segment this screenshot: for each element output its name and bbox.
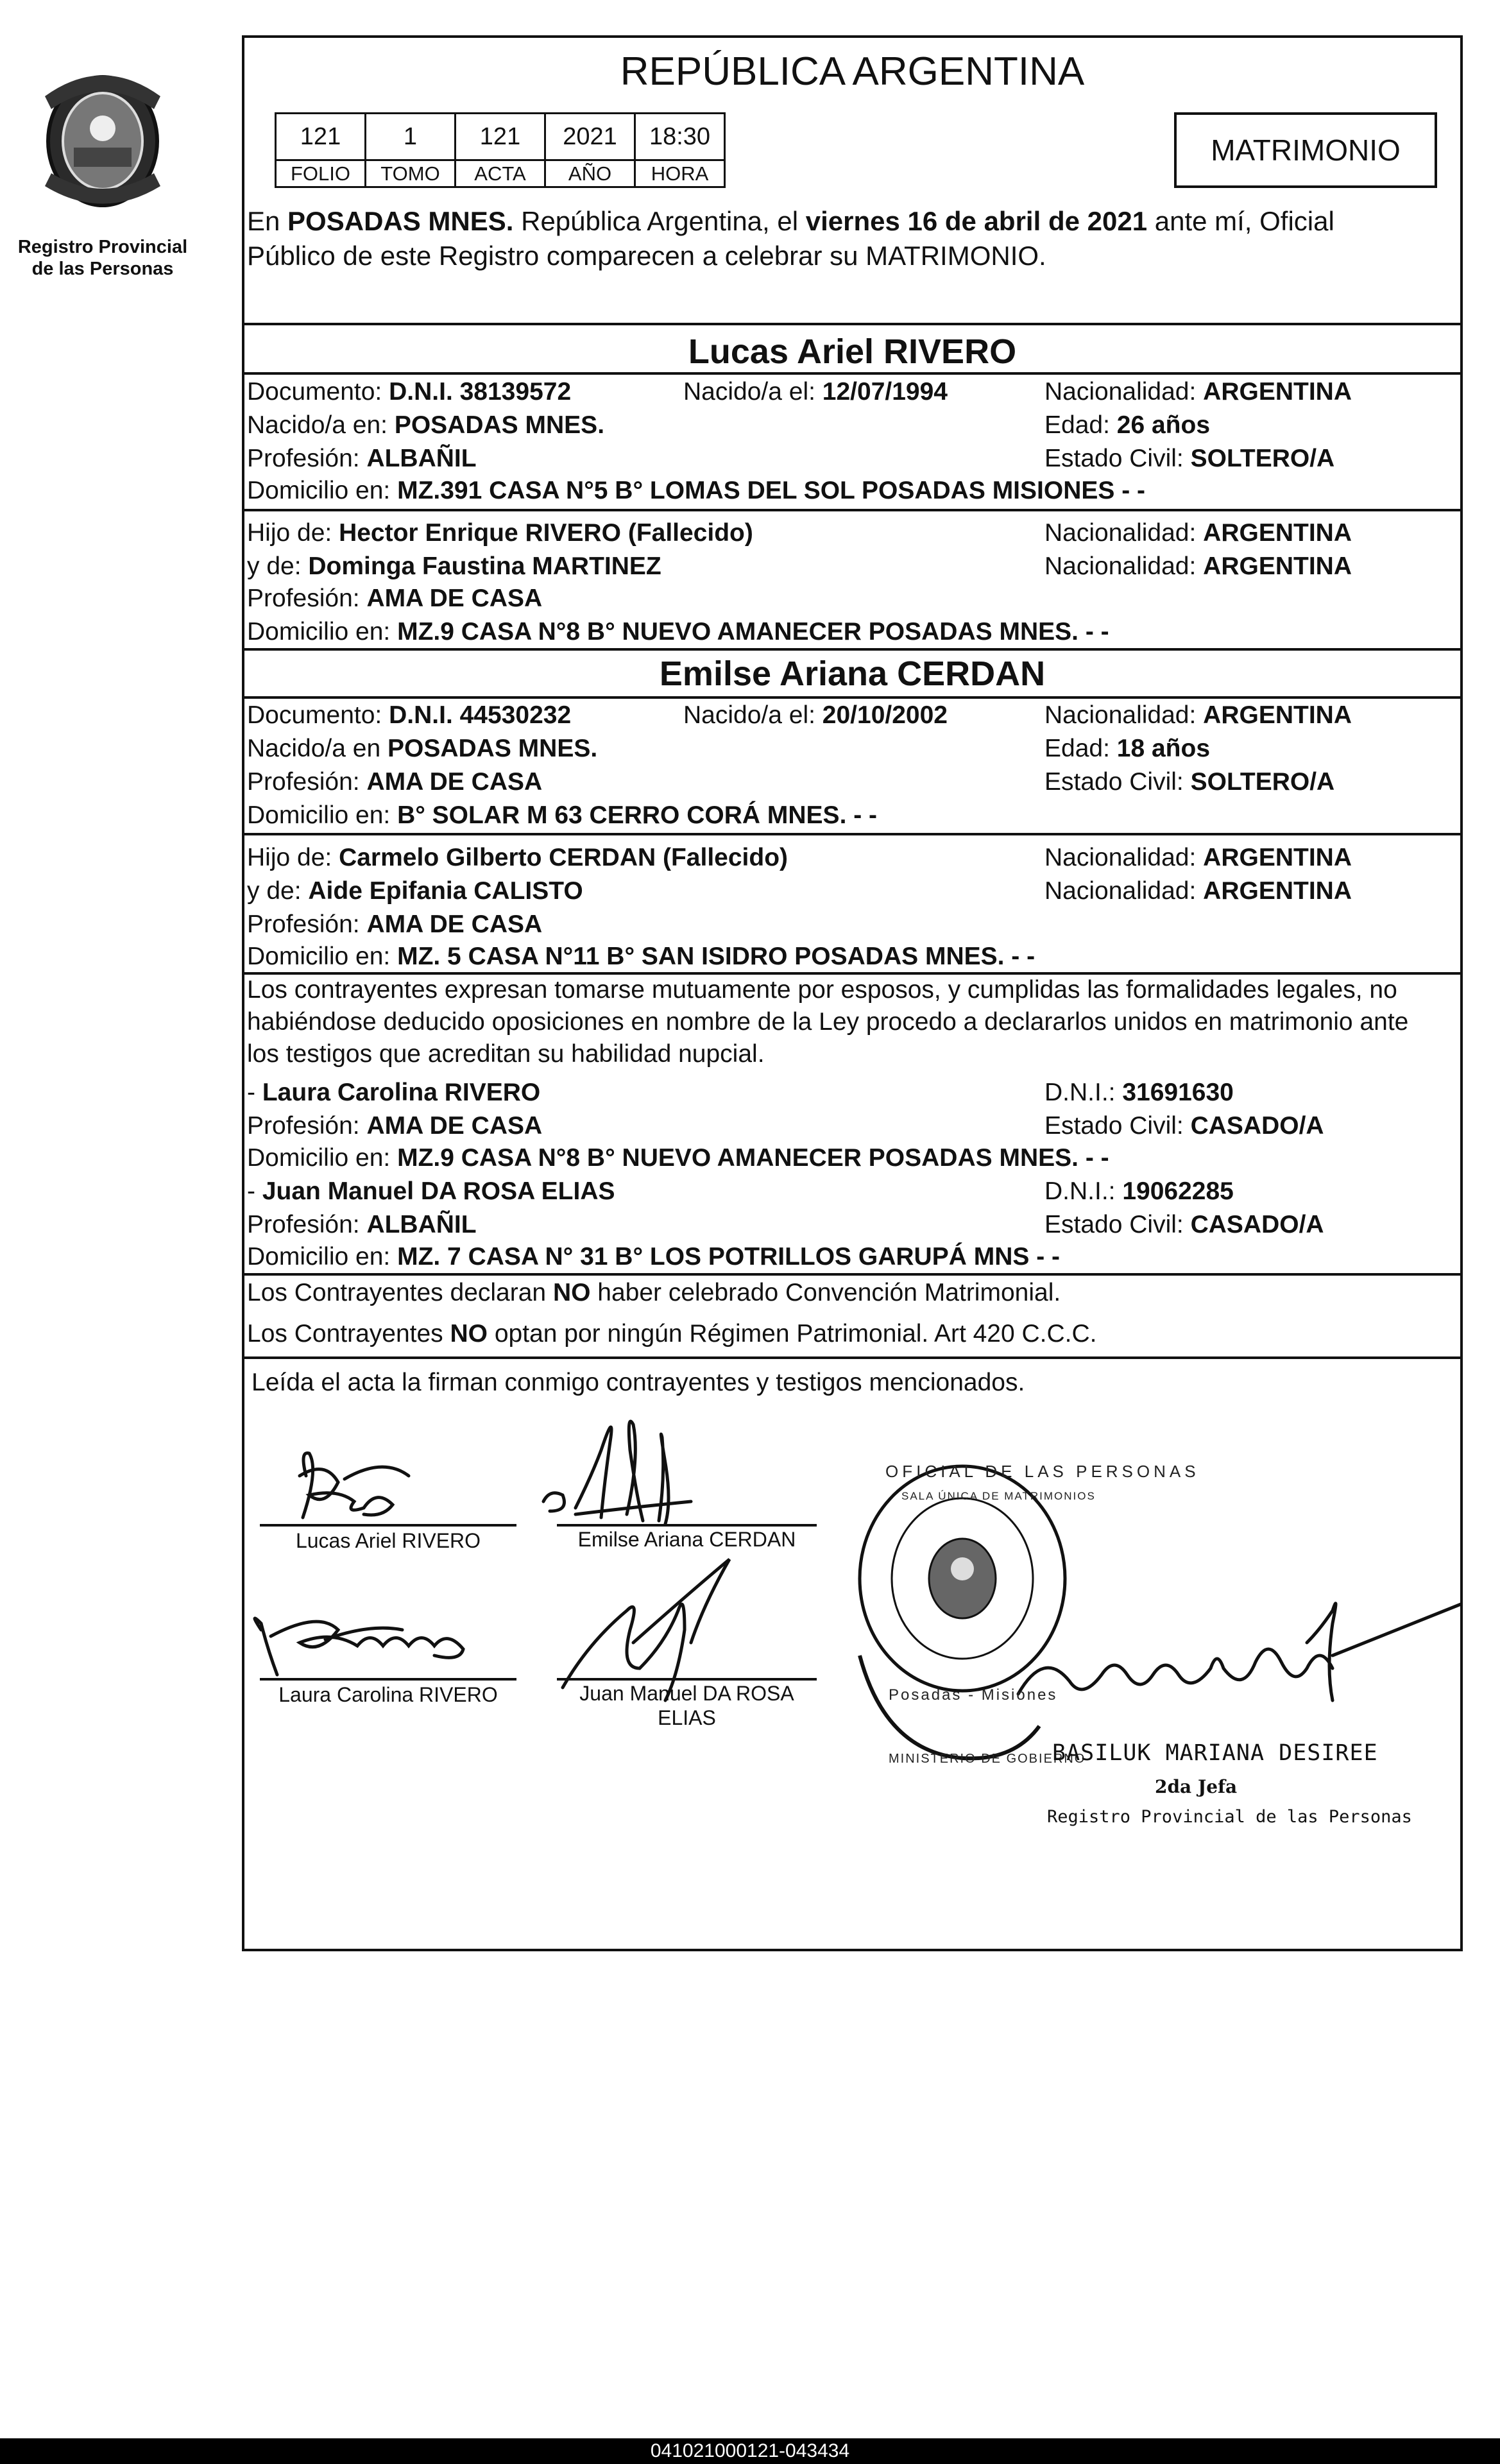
- witness2-civil: Estado Civil: CASADO/A: [1044, 1211, 1324, 1238]
- spouse2-parent-addr: Domicilio en: MZ. 5 CASA N°11 B° SAN ISIDRO POSADAS MNES. - -: [247, 943, 1036, 970]
- spouse2-mother-nat: Nacionalidad: ARGENTINA: [1044, 877, 1352, 905]
- spouse2-mother: y de: Aide Epifania CALISTO: [247, 877, 583, 905]
- acta-label: ACTA: [454, 159, 546, 188]
- witness1-name: - Laura Carolina RIVERO: [247, 1079, 541, 1106]
- officer-role: 2da Jefa: [1155, 1776, 1238, 1797]
- tomo-label: TOMO: [364, 159, 456, 188]
- spouse1-doc: Documento: D.N.I. 38139572: [247, 378, 572, 406]
- divider: [242, 696, 1463, 699]
- signature-3: [255, 1618, 463, 1675]
- spouse1-born: Nacido/a el: 12/07/1994: [683, 378, 948, 406]
- seal-outer-text: OFICIAL DE LAS PERSONAS: [885, 1462, 1200, 1481]
- spouse2-birthplace: Nacido/a en POSADAS MNES.: [247, 735, 598, 762]
- intro-line-2: Público de este Registro comparecen a celebrar su MATRIMONIO.: [247, 241, 1046, 271]
- intro-paragraph: [247, 204, 1334, 273]
- acta-value: 121: [454, 112, 546, 161]
- spouse2-name: Emilse Ariana CERDAN: [659, 654, 1046, 693]
- signature-1: [300, 1453, 409, 1518]
- doc-type-label: MATRIMONIO: [1211, 133, 1401, 167]
- spouse2-nat: Nacionalidad: ARGENTINA: [1044, 701, 1352, 729]
- ano-label: AÑO: [544, 159, 636, 188]
- signer-1-label: Lucas Ariel RIVERO: [295, 1529, 481, 1552]
- signatures-intro: Leída el acta la firman conmigo contrayentes y testigos mencionados.: [251, 1369, 1025, 1396]
- spouse2-addr: Domicilio en: B° SOLAR M 63 CERRO CORÁ MNES. - -: [247, 801, 878, 829]
- witness2-prof: Profesión: ALBAÑIL: [247, 1211, 477, 1238]
- spouse1-father-nat: Nacionalidad: ARGENTINA: [1044, 519, 1352, 547]
- spouse2-civil: Estado Civil: SOLTERO/A: [1044, 768, 1335, 796]
- spouse1-addr: Domicilio en: MZ.391 CASA N°5 B° LOMAS DEL SOL POSADAS MISIONES - -: [247, 477, 1146, 504]
- witness1-dni: D.N.I.: 31691630: [1044, 1079, 1234, 1106]
- seal-ministry-text: MINISTERIO DE GOBIERNO: [889, 1752, 1086, 1766]
- spouse2-prof: Profesión: AMA DE CASA: [247, 768, 543, 796]
- spouse2-age: Edad: 18 años: [1044, 735, 1211, 762]
- regime-line-2: Los Contrayentes NO optan por ningún Régimen Patrimonial. Art 420 C.C.C.: [247, 1320, 1097, 1348]
- divider: [242, 1356, 1463, 1359]
- spouse1-prof: Profesión: ALBAÑIL: [247, 445, 477, 472]
- country-title: REPÚBLICA ARGENTINA: [620, 49, 1085, 94]
- spouse1-parent-prof: Profesión: AMA DE CASA: [247, 585, 543, 612]
- declaration-text: Los contrayentes expresan tomarse mutuamente por esposos, y cumplidas las formalidades legales, no habiéndose deducido oposiciones en nombre de la Ley procedo a declararlos unidos en matrimonio ante los testigos que acreditan su habilidad nupcial.: [247, 976, 1409, 1068]
- signature-line-4: [557, 1678, 817, 1681]
- witness2-addr: Domicilio en: MZ. 7 CASA N° 31 B° LOS POTRILLOS GARUPÁ MNS - -: [247, 1243, 1061, 1270]
- seal-bottom-text: Posadas - Misiones: [889, 1686, 1058, 1704]
- regime-line-1: Los Contrayentes declaran NO haber celebrado Convención Matrimonial.: [247, 1279, 1061, 1306]
- footer-bar: [0, 2438, 1500, 2464]
- tomo-value: 1: [364, 112, 456, 161]
- spouse1-nat: Nacionalidad: ARGENTINA: [1044, 378, 1352, 406]
- record-number-table: [275, 112, 724, 189]
- spouse1-parent-addr: Domicilio en: MZ.9 CASA N°8 B° NUEVO AMANECER POSADAS MNES. - -: [247, 618, 1109, 646]
- folio-label: FOLIO: [275, 159, 366, 188]
- signer-2-label: Emilse Ariana CERDAN: [577, 1528, 796, 1551]
- spouse2-father-nat: Nacionalidad: ARGENTINA: [1044, 844, 1352, 871]
- divider: [242, 833, 1463, 835]
- divider: [242, 323, 1463, 325]
- folio-value: 121: [275, 112, 366, 161]
- ano-value: 2021: [544, 112, 636, 161]
- witness1-addr: Domicilio en: MZ.9 CASA N°8 B° NUEVO AMANECER POSADAS MNES. - -: [247, 1144, 1109, 1172]
- signature-2: [543, 1421, 691, 1524]
- spouse2-father: Hijo de: Carmelo Gilberto CERDAN (Fallecido): [247, 844, 788, 871]
- footer-code: 041021000121-043434: [650, 2440, 850, 2461]
- divider: [242, 372, 1463, 375]
- spouse1-mother-nat: Nacionalidad: ARGENTINA: [1044, 552, 1352, 580]
- witness1-prof: Profesión: AMA DE CASA: [247, 1112, 543, 1140]
- doc-type-badge: [1174, 112, 1437, 188]
- signer-4-label: Juan Manuel DA ROSA ELIAS: [579, 1682, 794, 1729]
- witness2-name: - Juan Manuel DA ROSA ELIAS: [247, 1177, 615, 1205]
- signer-3-label: Laura Carolina RIVERO: [278, 1683, 498, 1706]
- witness1-civil: Estado Civil: CASADO/A: [1044, 1112, 1324, 1140]
- seal-inner-text: SALA ÚNICA DE MATRIMONIOS: [901, 1490, 1096, 1502]
- signature-line-3: [260, 1678, 516, 1681]
- spouse1-civil: Estado Civil: SOLTERO/A: [1044, 445, 1335, 472]
- issuer-name: Registro Provincial de las Personas: [17, 237, 188, 279]
- officer-name: BASILUK MARIANA DESIREE: [1052, 1740, 1378, 1766]
- spouse1-name: Lucas Ariel RIVERO: [688, 332, 1017, 371]
- witness2-dni: D.N.I.: 19062285: [1044, 1177, 1234, 1205]
- officer-signature: [1018, 1604, 1461, 1700]
- divider: [242, 509, 1463, 511]
- spouse2-doc: Documento: D.N.I. 44530232: [247, 701, 572, 729]
- officer-org: Registro Provincial de las Personas: [1047, 1807, 1412, 1827]
- hora-label: HORA: [634, 159, 726, 188]
- signature-line-2: [557, 1524, 817, 1527]
- divider: [242, 1273, 1463, 1276]
- spouse1-mother: y de: Dominga Faustina MARTINEZ: [247, 552, 661, 580]
- intro-line-1: En POSADAS MNES. República Argentina, el viernes 16 de abril de 2021 ante mí, Oficial: [247, 206, 1334, 236]
- coat-of-arms-icon: [29, 58, 176, 218]
- issuer-logo: [29, 58, 176, 218]
- spouse2-parent-prof: Profesión: AMA DE CASA: [247, 911, 543, 938]
- spouse2-born: Nacido/a el: 20/10/2002: [683, 701, 948, 729]
- signature-line-1: [260, 1524, 516, 1527]
- spouse1-father: Hijo de: Hector Enrique RIVERO (Fallecido): [247, 519, 753, 547]
- spouse1-age: Edad: 26 años: [1044, 411, 1211, 439]
- hora-value: 18:30: [634, 112, 726, 161]
- spouse1-birthplace: Nacido/a en: POSADAS MNES.: [247, 411, 605, 439]
